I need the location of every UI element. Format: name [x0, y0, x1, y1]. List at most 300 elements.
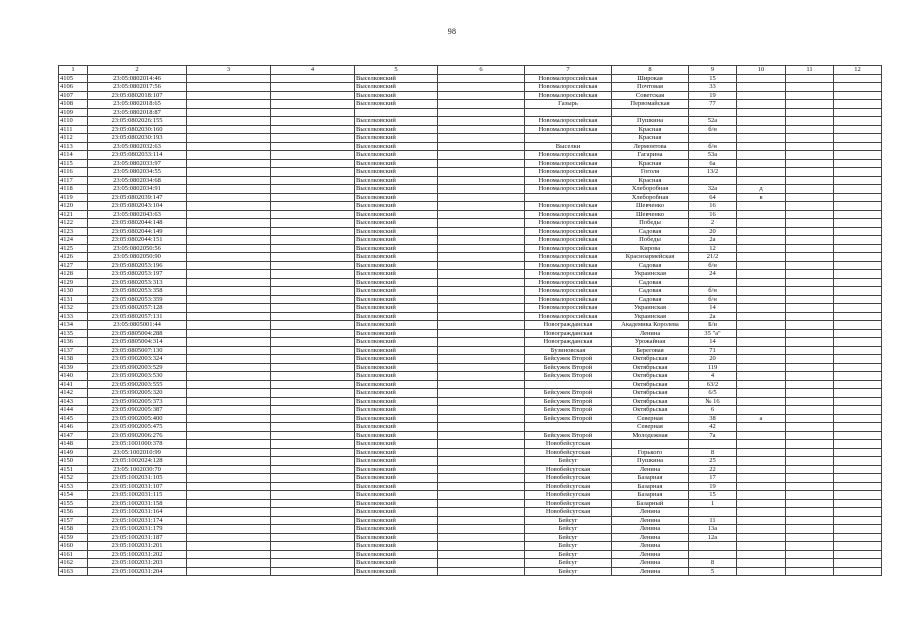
empty-cell	[834, 74, 882, 83]
building-part-cell	[737, 168, 786, 177]
cadastral-number-cell: 23:05:1002010:99	[88, 448, 187, 457]
street-cell: Хлеборобная	[612, 185, 689, 194]
street-cell: Базарная	[612, 482, 689, 491]
record-number-cell: 4131	[59, 295, 88, 304]
empty-cell	[438, 210, 525, 219]
empty-cell	[271, 193, 355, 202]
record-number-cell: 4118	[59, 185, 88, 194]
table-row	[59, 312, 882, 321]
table-row	[59, 134, 882, 143]
empty-cell	[187, 321, 271, 330]
empty-cell	[438, 117, 525, 126]
street-cell: Хлеборобная	[612, 193, 689, 202]
settlement-cell: Новомалороссийская	[525, 278, 612, 287]
house-number-cell: 13а	[689, 525, 737, 534]
empty-cell	[438, 448, 525, 457]
empty-cell	[187, 253, 271, 262]
empty-cell	[271, 287, 355, 296]
table-row	[59, 91, 882, 100]
cadastral-number-cell: 23:05:1002031:107	[88, 482, 187, 491]
building-part-cell	[737, 329, 786, 338]
empty-cell	[834, 83, 882, 92]
empty-cell	[438, 550, 525, 559]
cadastral-number-cell: 23:05:0802053:359	[88, 295, 187, 304]
table-row	[59, 533, 882, 542]
municipality-cell: Выселковский	[355, 176, 438, 185]
record-number-cell: 4138	[59, 355, 88, 364]
street-cell: Ленина	[612, 508, 689, 517]
record-number-cell: 4119	[59, 193, 88, 202]
empty-cell	[834, 567, 882, 576]
empty-cell	[271, 227, 355, 236]
empty-cell	[271, 525, 355, 534]
empty-cell	[834, 91, 882, 100]
record-number-cell: 4157	[59, 516, 88, 525]
street-cell: Октябрьская	[612, 372, 689, 381]
settlement-cell: Бейсуг	[525, 550, 612, 559]
table-row	[59, 338, 882, 347]
settlement-cell: Новобейсугская	[525, 448, 612, 457]
street-cell: Садовая	[612, 287, 689, 296]
municipality-cell: Выселковский	[355, 100, 438, 109]
empty-cell	[786, 533, 834, 542]
empty-cell	[834, 559, 882, 568]
municipality-cell: Выселковский	[355, 168, 438, 177]
empty-cell	[834, 550, 882, 559]
settlement-cell: Бейсуг	[525, 457, 612, 466]
street-cell: Шевченко	[612, 210, 689, 219]
street-cell: Урожайная	[612, 338, 689, 347]
empty-cell	[834, 516, 882, 525]
empty-cell	[786, 499, 834, 508]
empty-cell	[271, 210, 355, 219]
empty-cell	[834, 406, 882, 415]
empty-cell	[438, 185, 525, 194]
table-row	[59, 261, 882, 270]
settlement-cell: Новомалороссийская	[525, 210, 612, 219]
settlement-cell: Новомалороссийская	[525, 185, 612, 194]
empty-cell	[834, 227, 882, 236]
house-number-cell: 17	[689, 474, 737, 483]
empty-cell	[271, 270, 355, 279]
empty-cell	[834, 363, 882, 372]
empty-cell	[834, 440, 882, 449]
settlement-cell: Новогражданская	[525, 338, 612, 347]
cadastral-number-cell: 23:05:0902003:530	[88, 372, 187, 381]
building-part-cell	[737, 253, 786, 262]
empty-cell	[187, 440, 271, 449]
empty-cell	[187, 516, 271, 525]
settlement-cell: Новомалороссийская	[525, 91, 612, 100]
table-row	[59, 525, 882, 534]
municipality-cell: Выселковский	[355, 304, 438, 313]
settlement-cell: Новомалороссийская	[525, 227, 612, 236]
municipality-cell: Выселковский	[355, 193, 438, 202]
column-header: 7	[525, 66, 612, 75]
municipality-cell: Выселковский	[355, 567, 438, 576]
table-body	[59, 74, 882, 576]
empty-cell	[271, 168, 355, 177]
empty-cell	[438, 567, 525, 576]
municipality-cell: Выселковский	[355, 253, 438, 262]
municipality-cell: Выселковский	[355, 159, 438, 168]
address-registry-table	[58, 65, 882, 576]
empty-cell	[271, 508, 355, 517]
empty-cell	[271, 244, 355, 253]
empty-cell	[271, 329, 355, 338]
street-cell: Ленина	[612, 525, 689, 534]
empty-cell	[187, 108, 271, 117]
street-cell: Садовая	[612, 261, 689, 270]
street-cell: Кирова	[612, 244, 689, 253]
empty-cell	[834, 134, 882, 143]
building-part-cell	[737, 346, 786, 355]
street-cell: Лермонтова	[612, 142, 689, 151]
house-number-cell: 1	[689, 499, 737, 508]
empty-cell	[271, 431, 355, 440]
column-header: 4	[271, 66, 355, 75]
record-number-cell: 4163	[59, 567, 88, 576]
empty-cell	[187, 431, 271, 440]
settlement-cell: Бейсужек Второй	[525, 414, 612, 423]
record-number-cell: 4136	[59, 338, 88, 347]
empty-cell	[786, 117, 834, 126]
empty-cell	[438, 91, 525, 100]
empty-cell	[271, 338, 355, 347]
empty-cell	[786, 91, 834, 100]
empty-cell	[786, 372, 834, 381]
empty-cell	[786, 525, 834, 534]
empty-cell	[786, 159, 834, 168]
empty-cell	[786, 312, 834, 321]
municipality-cell: Выселковский	[355, 261, 438, 270]
empty-cell	[786, 253, 834, 262]
empty-cell	[786, 176, 834, 185]
empty-cell	[834, 100, 882, 109]
empty-cell	[438, 74, 525, 83]
record-number-cell: 4154	[59, 491, 88, 500]
record-number-cell: 4126	[59, 253, 88, 262]
house-number-cell: 11	[689, 516, 737, 525]
house-number-cell: № 16	[689, 397, 737, 406]
empty-cell	[438, 533, 525, 542]
municipality-cell: Выселковский	[355, 491, 438, 500]
municipality-cell	[355, 108, 438, 117]
empty-cell	[438, 389, 525, 398]
table-row	[59, 278, 882, 287]
municipality-cell: Выселковский	[355, 448, 438, 457]
table-row	[59, 516, 882, 525]
municipality-cell: Выселковский	[355, 312, 438, 321]
municipality-cell: Выселковский	[355, 321, 438, 330]
record-number-cell: 4143	[59, 397, 88, 406]
empty-cell	[271, 176, 355, 185]
table-row	[59, 287, 882, 296]
empty-cell	[834, 457, 882, 466]
settlement-cell: Новомалороссийская	[525, 270, 612, 279]
record-number-cell: 4130	[59, 287, 88, 296]
table-row	[59, 253, 882, 262]
empty-cell	[187, 465, 271, 474]
settlement-cell: Новобейсугская	[525, 482, 612, 491]
street-cell: Ленина	[612, 516, 689, 525]
municipality-cell: Выселковский	[355, 372, 438, 381]
empty-cell	[271, 397, 355, 406]
empty-cell	[438, 329, 525, 338]
house-number-cell: 71	[689, 346, 737, 355]
empty-cell	[834, 295, 882, 304]
settlement-cell: Новобейсугская	[525, 508, 612, 517]
building-part-cell	[737, 448, 786, 457]
record-number-cell: 4135	[59, 329, 88, 338]
column-header: 3	[187, 66, 271, 75]
column-header: 2	[88, 66, 187, 75]
empty-cell	[834, 278, 882, 287]
building-part-cell	[737, 159, 786, 168]
cadastral-number-cell: 23:05:1002030:70	[88, 465, 187, 474]
settlement-cell: Новомалороссийская	[525, 312, 612, 321]
record-number-cell: 4110	[59, 117, 88, 126]
settlement-cell: Бейсужек Второй	[525, 431, 612, 440]
empty-cell	[834, 270, 882, 279]
empty-cell	[271, 151, 355, 160]
house-number-cell: 7а	[689, 431, 737, 440]
cadastral-number-cell: 23:05:0902006:276	[88, 431, 187, 440]
empty-cell	[271, 372, 355, 381]
municipality-cell: Выселковский	[355, 508, 438, 517]
empty-cell	[438, 270, 525, 279]
empty-cell	[271, 355, 355, 364]
house-number-cell: 32а	[689, 185, 737, 194]
table-row	[59, 108, 882, 117]
empty-cell	[438, 406, 525, 415]
table-row	[59, 423, 882, 432]
empty-cell	[786, 457, 834, 466]
empty-cell	[187, 482, 271, 491]
record-number-cell: 4142	[59, 389, 88, 398]
house-number-cell: 63/2	[689, 380, 737, 389]
empty-cell	[786, 236, 834, 245]
empty-cell	[786, 414, 834, 423]
house-number-cell: 22	[689, 465, 737, 474]
table-row	[59, 491, 882, 500]
building-part-cell	[737, 151, 786, 160]
empty-cell	[786, 406, 834, 415]
cadastral-number-cell: 23:05:0902005:400	[88, 414, 187, 423]
street-cell: Береговая	[612, 346, 689, 355]
empty-cell	[187, 287, 271, 296]
cadastral-number-cell: 23:05:0805004:288	[88, 329, 187, 338]
settlement-cell: Новомалороссийская	[525, 176, 612, 185]
cadastral-number-cell: 23:05:0902005:320	[88, 389, 187, 398]
table-row	[59, 219, 882, 228]
empty-cell	[786, 542, 834, 551]
empty-cell	[834, 176, 882, 185]
record-number-cell: 4108	[59, 100, 88, 109]
empty-cell	[834, 389, 882, 398]
empty-cell	[786, 125, 834, 134]
settlement-cell: Новомалороссийская	[525, 244, 612, 253]
street-cell: Советская	[612, 91, 689, 100]
building-part-cell	[737, 74, 786, 83]
empty-cell	[271, 202, 355, 211]
empty-cell	[786, 287, 834, 296]
empty-cell	[187, 219, 271, 228]
empty-cell	[271, 406, 355, 415]
empty-cell	[834, 338, 882, 347]
table-row	[59, 142, 882, 151]
municipality-cell: Выселковский	[355, 482, 438, 491]
cadastral-number-cell: 23:05:0902003:529	[88, 363, 187, 372]
table-row	[59, 193, 882, 202]
settlement-cell: Новомалороссийская	[525, 83, 612, 92]
settlement-cell: Новомалороссийская	[525, 125, 612, 134]
record-number-cell: 4124	[59, 236, 88, 245]
street-cell: Украинская	[612, 312, 689, 321]
municipality-cell: Выселковский	[355, 525, 438, 534]
empty-cell	[438, 168, 525, 177]
settlement-cell: Бейсуг	[525, 567, 612, 576]
municipality-cell: Выселковский	[355, 329, 438, 338]
empty-cell	[786, 346, 834, 355]
empty-cell	[786, 83, 834, 92]
empty-cell	[271, 100, 355, 109]
empty-cell	[271, 363, 355, 372]
empty-cell	[438, 142, 525, 151]
empty-cell	[438, 236, 525, 245]
building-part-cell	[737, 100, 786, 109]
record-number-cell: 4116	[59, 168, 88, 177]
building-part-cell	[737, 312, 786, 321]
table-row	[59, 372, 882, 381]
street-cell: Октябрьская	[612, 397, 689, 406]
settlement-cell: Новомалороссийская	[525, 159, 612, 168]
table-row	[59, 397, 882, 406]
empty-cell	[187, 185, 271, 194]
column-header: 12	[834, 66, 882, 75]
cadastral-number-cell: 23:05:0802018:65	[88, 100, 187, 109]
record-number-cell: 4159	[59, 533, 88, 542]
street-cell: Ленина	[612, 559, 689, 568]
empty-cell	[834, 304, 882, 313]
empty-cell	[786, 295, 834, 304]
record-number-cell: 4123	[59, 227, 88, 236]
empty-cell	[438, 414, 525, 423]
record-number-cell: 4107	[59, 91, 88, 100]
municipality-cell: Выселковский	[355, 210, 438, 219]
empty-cell	[786, 440, 834, 449]
municipality-cell: Выселковский	[355, 91, 438, 100]
empty-cell	[834, 372, 882, 381]
municipality-cell: Выселковский	[355, 83, 438, 92]
building-part-cell	[737, 423, 786, 432]
house-number-cell: 6а	[689, 159, 737, 168]
column-header: 8	[612, 66, 689, 75]
settlement-cell: Бейсуг	[525, 542, 612, 551]
building-part-cell	[737, 533, 786, 542]
table-row	[59, 559, 882, 568]
empty-cell	[271, 134, 355, 143]
record-number-cell: 4105	[59, 74, 88, 83]
cadastral-number-cell: 23:05:1002031:115	[88, 491, 187, 500]
building-part-cell	[737, 380, 786, 389]
empty-cell	[786, 168, 834, 177]
street-cell: Гоголя	[612, 168, 689, 177]
empty-cell	[187, 491, 271, 500]
empty-cell	[438, 372, 525, 381]
empty-cell	[187, 372, 271, 381]
empty-cell	[834, 125, 882, 134]
empty-cell	[271, 533, 355, 542]
building-part-cell	[737, 491, 786, 500]
house-number-cell: 12а	[689, 533, 737, 542]
table-row	[59, 355, 882, 364]
street-cell: Победы	[612, 219, 689, 228]
street-cell: Ленина	[612, 567, 689, 576]
house-number-cell: 42	[689, 423, 737, 432]
empty-cell	[786, 304, 834, 313]
street-cell: Ленина	[612, 329, 689, 338]
column-header: 11	[786, 66, 834, 75]
cadastral-number-cell: 23:05:0902003:555	[88, 380, 187, 389]
municipality-cell: Выселковский	[355, 559, 438, 568]
empty-cell	[187, 550, 271, 559]
cadastral-number-cell: 23:05:1002031:204	[88, 567, 187, 576]
empty-cell	[187, 363, 271, 372]
empty-cell	[271, 414, 355, 423]
municipality-cell: Выселковский	[355, 134, 438, 143]
empty-cell	[786, 397, 834, 406]
cadastral-number-cell: 23:05:0802057:131	[88, 312, 187, 321]
table-row	[59, 100, 882, 109]
empty-cell	[834, 525, 882, 534]
empty-cell	[834, 168, 882, 177]
empty-cell	[834, 474, 882, 483]
settlement-cell: Бейсуг	[525, 533, 612, 542]
empty-cell	[834, 244, 882, 253]
record-number-cell: 4158	[59, 525, 88, 534]
cadastral-number-cell: 23:05:0802033:114	[88, 151, 187, 160]
empty-cell	[271, 559, 355, 568]
municipality-cell: Выселковский	[355, 219, 438, 228]
record-number-cell: 4153	[59, 482, 88, 491]
cadastral-number-cell: 23:05:1002031:158	[88, 499, 187, 508]
empty-cell	[834, 321, 882, 330]
building-part-cell	[737, 397, 786, 406]
empty-cell	[786, 389, 834, 398]
settlement-cell: Новомалороссийская	[525, 287, 612, 296]
empty-cell	[438, 355, 525, 364]
settlement-cell: Бейсужек Второй	[525, 372, 612, 381]
empty-cell	[187, 533, 271, 542]
municipality-cell: Выселковский	[355, 499, 438, 508]
table-row	[59, 474, 882, 483]
municipality-cell: Выселковский	[355, 202, 438, 211]
empty-cell	[187, 389, 271, 398]
house-number-cell	[689, 542, 737, 551]
house-number-cell	[689, 440, 737, 449]
empty-cell	[271, 542, 355, 551]
empty-cell	[187, 159, 271, 168]
record-number-cell: 4127	[59, 261, 88, 270]
empty-cell	[187, 270, 271, 279]
empty-cell	[834, 533, 882, 542]
empty-cell	[271, 389, 355, 398]
empty-cell	[834, 202, 882, 211]
building-part-cell	[737, 499, 786, 508]
settlement-cell: Новомалороссийская	[525, 219, 612, 228]
house-number-cell: 64	[689, 193, 737, 202]
